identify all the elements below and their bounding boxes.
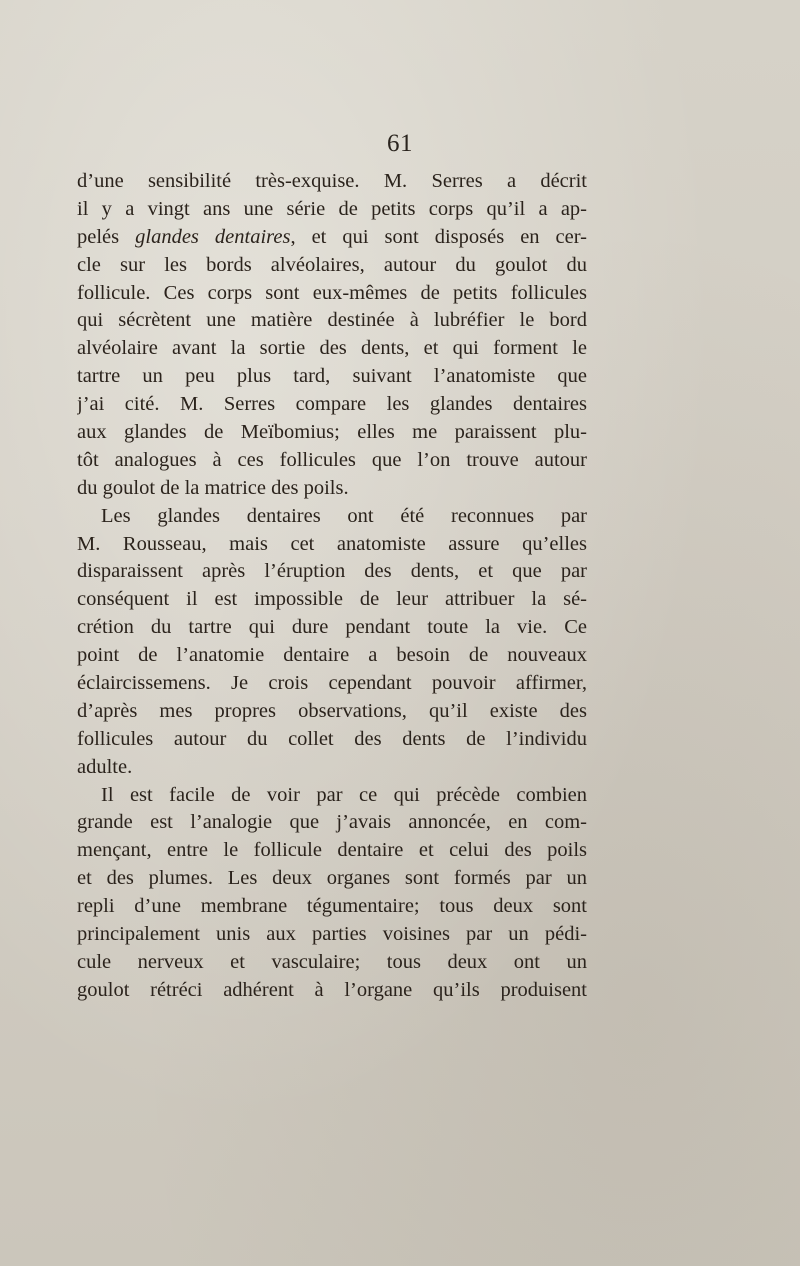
text-line: d’une sensibilité très-exquise. M. Serres a décrit [77, 170, 587, 192]
text-line: tôt analogues à ces follicules que l’on trouve autour [77, 448, 587, 471]
page-number: 61 [387, 130, 413, 157]
text-line: disparaissent après l’éruption des dents, et que par [77, 560, 587, 583]
text-line: Il est facile de voir par ce qui précède combien [101, 783, 587, 806]
text-line: follicule. Ces corps sont eux-mêmes de petits follicules [77, 281, 587, 304]
text-line: M. Rousseau, mais cet anatomiste assure qu’elles [77, 532, 587, 555]
text-line: qui sécrètent une matière destinée à lubréfier le bord [77, 309, 587, 332]
text-line: du goulot de la matrice des poils. [77, 476, 349, 499]
text-line: follicules autour du collet des dents de l’individu [77, 727, 587, 750]
text-line: Les glandes dentaires ont été reconnues par [101, 504, 587, 527]
body-text [77, 168, 587, 1005]
text-line: goulot rétréci adhérent à l’organe qu’ils produisent [77, 978, 587, 1001]
text-line: mençant, entre le follicule dentaire et celui des poils [77, 839, 587, 862]
text-line: tartre un peu plus tard, suivant l’anatomiste que [77, 365, 587, 388]
text-line: repli d’une membrane tégumentaire; tous deux sont [77, 895, 587, 918]
text-line: adulte. [77, 755, 133, 778]
text-line: éclaircissemens. Je crois cependant pouvoir affirmer, [77, 672, 587, 695]
text-line: j’ai cité. M. Serres compare les glandes dentaires [77, 393, 587, 416]
text-line: principalement unis aux parties voisines par un pédi- [77, 923, 587, 946]
text-line: crétion du tartre qui dure pendant toute la vie. Ce [77, 616, 587, 639]
text-line: grande est l’analogie que j’avais annoncée, en com- [77, 811, 587, 834]
text-line: cule nerveux et vasculaire; tous deux ont un [77, 950, 587, 973]
text-line: cle sur les bords alvéolaires, autour du goulot du [77, 253, 587, 276]
text-line: pelés glandes dentaires, et qui sont disposés en cer- [77, 225, 587, 248]
text-line: aux glandes de Meïbomius; elles me paraissent plu- [77, 421, 587, 444]
text-line: il y a vingt ans une série de petits corps qu’il a ap- [77, 197, 587, 220]
text-line: alvéolaire avant la sortie des dents, et qui forment le [77, 337, 587, 360]
text-line: d’après mes propres observations, qu’il existe des [77, 699, 587, 722]
text-line: point de l’anatomie dentaire a besoin de nouveaux [77, 644, 587, 667]
text-line: conséquent il est impossible de leur attribuer la sé- [77, 588, 587, 611]
text-line: et des plumes. Les deux organes sont formés par un [77, 867, 587, 890]
